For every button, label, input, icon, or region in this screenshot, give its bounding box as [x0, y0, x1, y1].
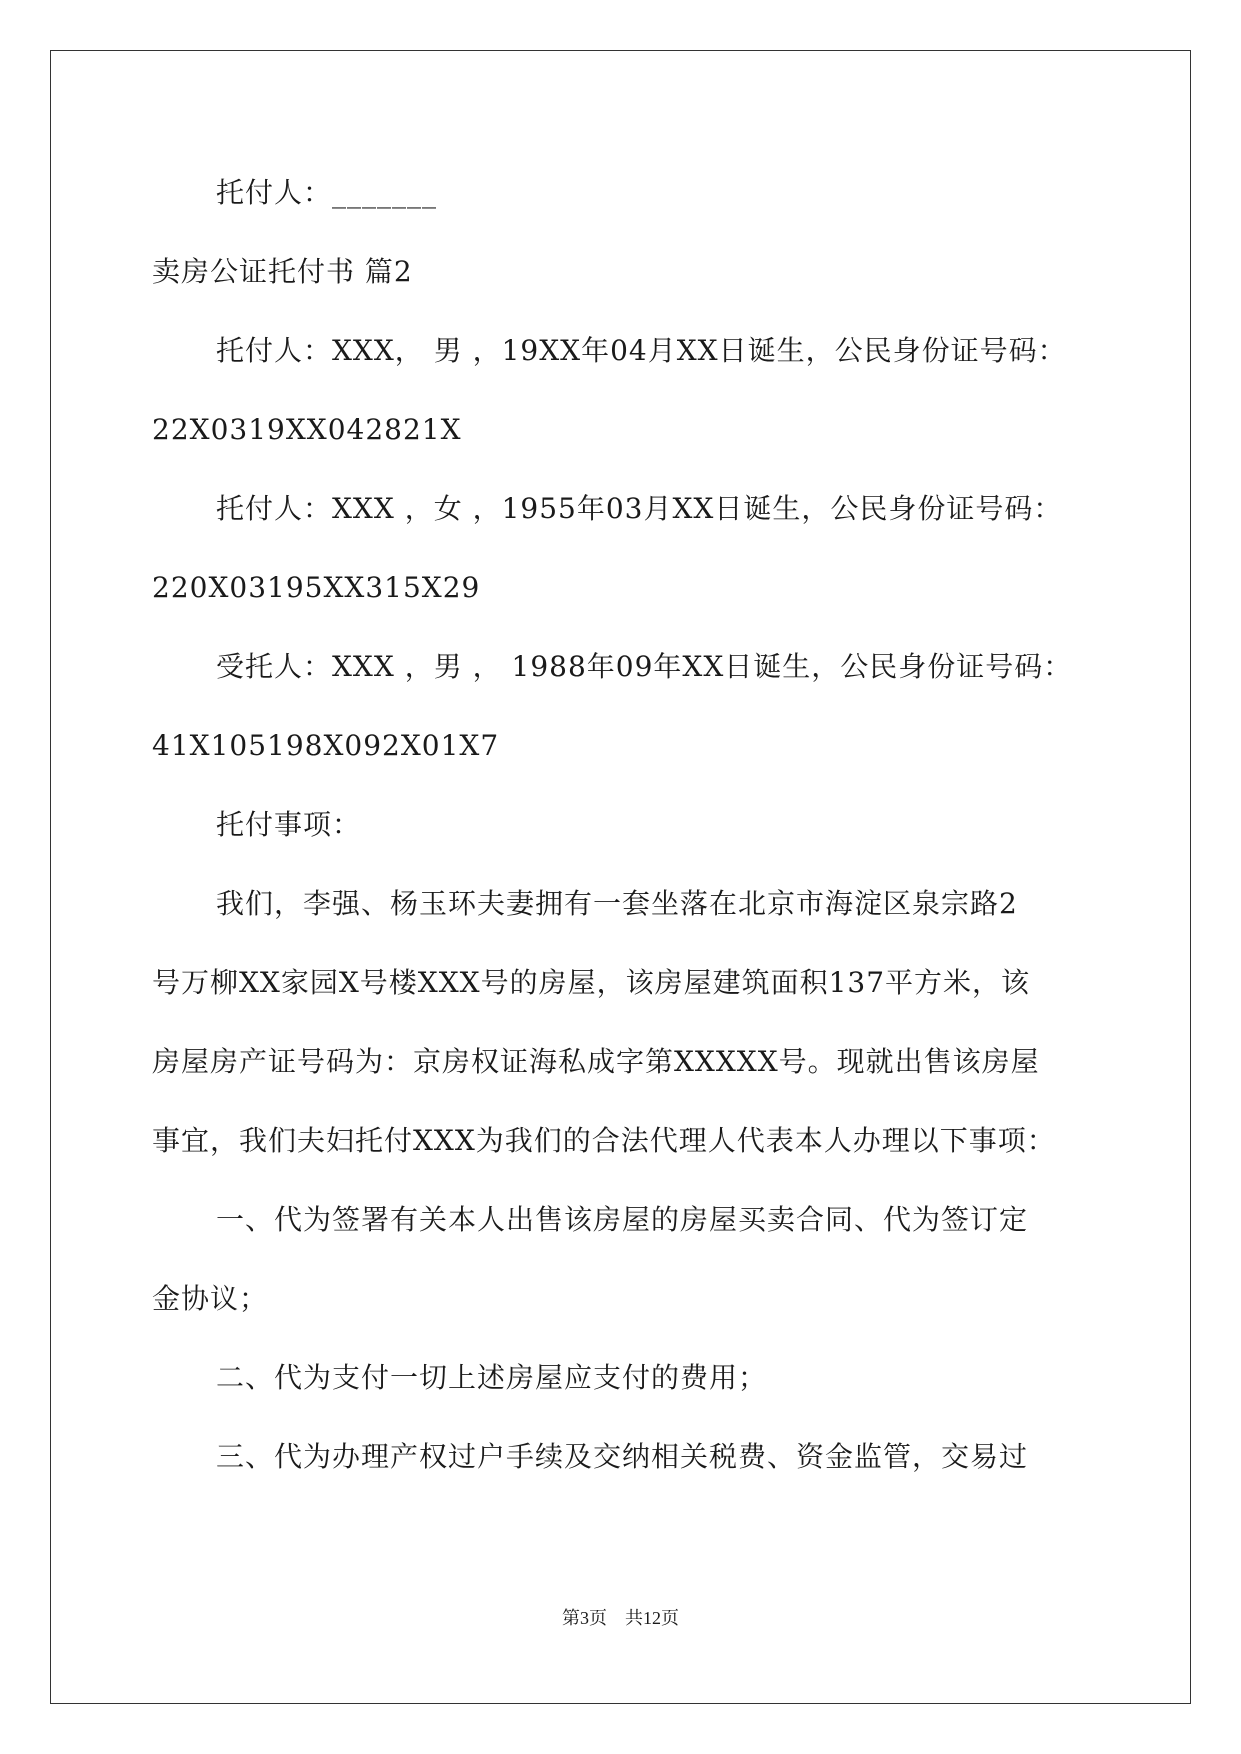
paragraph-line: 房屋房产证号码为：京房权证海私成字第XXXXX号。现就出售该房屋 — [152, 1045, 1040, 1078]
paragraph-line: 事宜，我们夫妇托付XXX为我们的合法代理人代表本人办理以下事项： — [152, 1124, 1056, 1157]
delegator-2-id: 220X03195XX315X29 — [152, 571, 481, 604]
page-number: 第3页 共12页 — [562, 1608, 679, 1628]
delegator-1-info: 托付人：XXX， 男 ，19XX年04月XX日诞生，公民身份证号码： — [216, 334, 1067, 367]
matters-heading: 托付事项： — [216, 808, 362, 841]
trustee-id: 41X105198X092X01X7 — [152, 729, 500, 762]
paragraph-line: 我们，李强、杨玉环夫妻拥有一套坐落在北京市海淀区泉宗路2 — [216, 887, 1018, 920]
delegator-1-id: 22X0319XX042821X — [152, 413, 462, 446]
paragraph-line: 号万柳XX家园X号楼XXX号的房屋，该房屋建筑面积137平方米，该 — [152, 966, 1031, 999]
item-1-line: 金协议； — [152, 1282, 269, 1315]
delegator-2-info: 托付人：XXX ，女 ，1955年03月XX日诞生，公民身份证号码： — [216, 492, 1063, 525]
item-1-line: 一、代为签署有关本人出售该房屋的房屋买卖合同、代为签订定 — [216, 1203, 1029, 1236]
item-2-line: 二、代为支付一切上述房屋应支付的费用； — [216, 1361, 768, 1394]
delegator-signature-line: 托付人：_______ — [216, 176, 438, 209]
section-heading: 卖房公证托付书 篇2 — [152, 255, 413, 288]
item-3-line: 三、代为办理产权过户手续及交纳相关税费、资金监管，交易过 — [216, 1440, 1029, 1473]
trustee-info: 受托人：XXX ，男 ， 1988年09年XX日诞生，公民身份证号码： — [216, 650, 1073, 683]
